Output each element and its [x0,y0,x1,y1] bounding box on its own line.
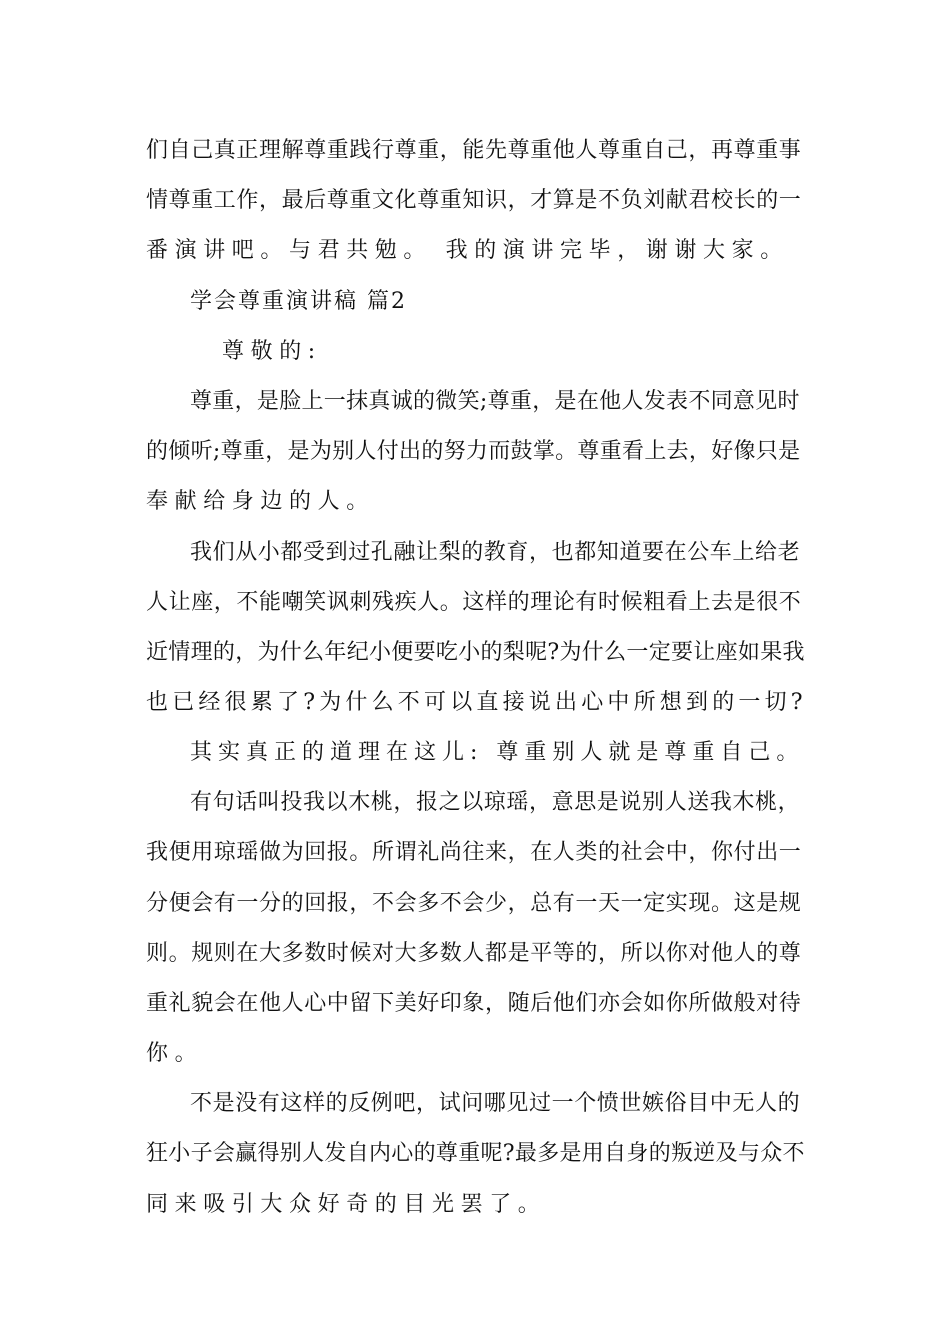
paragraph-line: 近情理的，为什么年纪小便要吃小的梨呢?为什么一定要让座如果我 [146,640,805,665]
paragraph-line: 有句话叫投我以木桃，报之以琼瑶，意思是说别人送我木桃， [190,790,801,815]
paragraph-line: 你。 [146,1041,204,1066]
paragraph-line: 的倾听;尊重，是为别人付出的努力而鼓掌。尊重看上去，好像只是 [146,439,801,464]
paragraph-line: 尊重，是脸上一抹真诚的微笑;尊重，是在他人发表不同意见时 [190,389,800,414]
paragraph-line: 同来吸引大众好奇的目光罢了。 [146,1192,547,1217]
paragraph-line: 我便用琼瑶做为回报。所谓礼尚往来，在人类的社会中，你付出一 [146,840,802,865]
paragraph-line: 番演讲吧。与君共勉。 我的演讲完毕，谢谢大家。 [146,238,789,263]
paragraph-line: 则。规则在大多数时候对大多数人都是平等的，所以你对他人的尊 [146,941,802,966]
paragraph-line: 不是没有这样的反例吧，试问哪见过一个愤世嫉俗目中无人的 [190,1091,801,1116]
paragraph-line: 也已经很累了?为什么不可以直接说出心中所想到的一切? [146,690,807,715]
paragraph-line: 情尊重工作，最后尊重文化尊重知识，才算是不负刘献君校长的一 [146,188,802,213]
paragraph-line: 重礼貌会在他人心中留下美好印象，随后他们亦会如你所做般对待 [146,991,802,1016]
paragraph-line: 分便会有一分的回报，不会多不会少，总有一天一定实现。这是规 [146,891,802,916]
paragraph-line: 奉献给身边的人。 [146,489,375,514]
paragraph-line: 狂小子会赢得别人发自内心的尊重呢?最多是用自身的叛逆及与众不 [146,1141,805,1166]
paragraph-line: 其实真正的道理在这儿: 尊重别人就是尊重自己。 [190,740,805,765]
paragraph-line: 我们从小都受到过孔融让梨的教育，也都知道要在公车上给老 [190,540,801,565]
section-heading: 学会尊重演讲稿 篇2 [190,289,407,314]
paragraph-line: 人让座，不能嘲笑讽刺残疾人。这样的理论有时候粗看上去是很不 [146,590,802,615]
paragraph-line: 们自己真正理解尊重践行尊重，能先尊重他人尊重自己，再尊重事 [146,138,802,163]
salutation: 尊敬的: [222,339,322,364]
